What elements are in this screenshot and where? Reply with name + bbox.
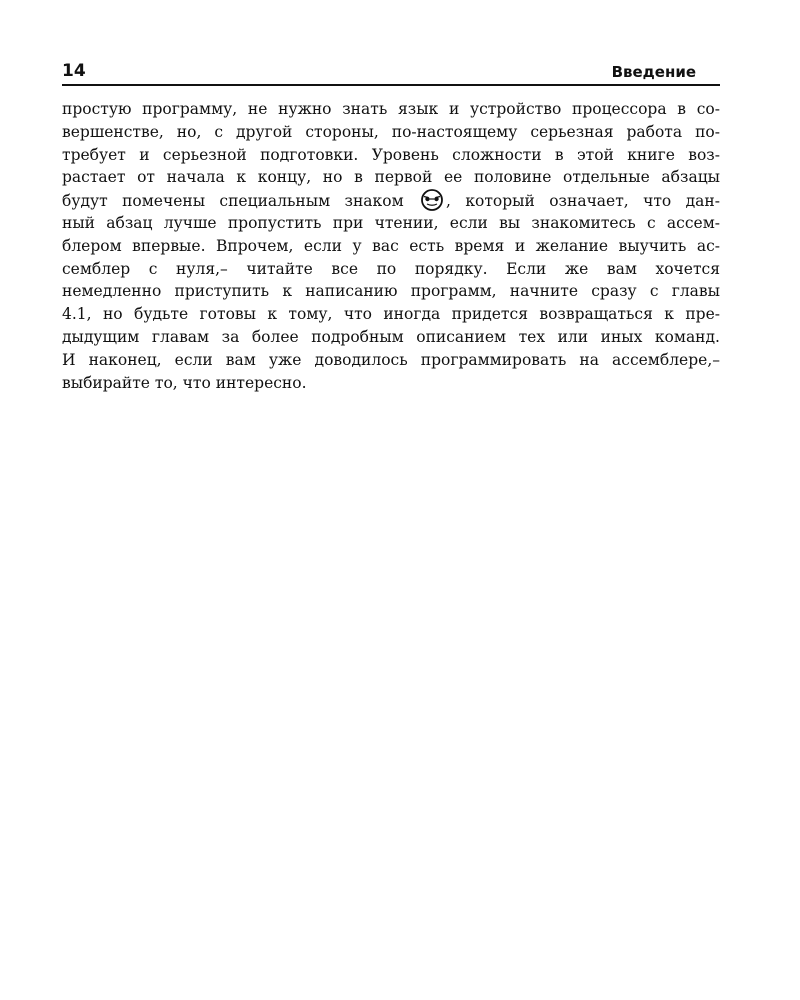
text-line: ный абзац лучше пропустить при чтении, если вы знакомитесь с ассем- [62,213,720,232]
text-line: дыдущим главам за более подробным описанием тех или иных команд. [62,327,720,346]
text-line: требует и серьезной подготовки. Уровень сложности в этой книге воз- [62,145,720,164]
body-paragraph [62,98,720,394]
page-header [62,60,720,86]
text-fragment: , который означает, что дан- [446,192,720,211]
text-fragment: будут помечены специальным знаком [62,192,404,211]
text-line: семблер с нуля,– читайте все по порядку. Если же вам хочется [62,259,720,278]
text-line: блером впервые. Впрочем, если у вас есть время и желание выучить ас- [62,236,720,255]
section-title: Введение [611,63,696,81]
text-line: 4.1, но будьте готовы к тому, что иногда придется возвращаться к пре- [62,305,720,324]
text-line: немедленно приступить к написанию программ, начните сразу с главы [62,282,720,301]
text-line: растает от начала к концу, но в первой ее половине отдельные абзацы [62,168,720,187]
text-line: простую программу, не нужно знать язык и устройство процессора в со- [62,100,720,118]
page-number: 14 [62,61,86,81]
text-line: И наконец, если вам уже доводилось программировать на ассемблере,– [62,350,720,369]
advanced-paragraph-marker-icon [419,189,445,211]
text-line: вершенстве, но, с другой стороны, по-настоящему серьезная работа по- [62,122,720,141]
text-line: выбирайте то, что интересно. [62,373,307,392]
text-line-with-symbol [62,189,720,212]
